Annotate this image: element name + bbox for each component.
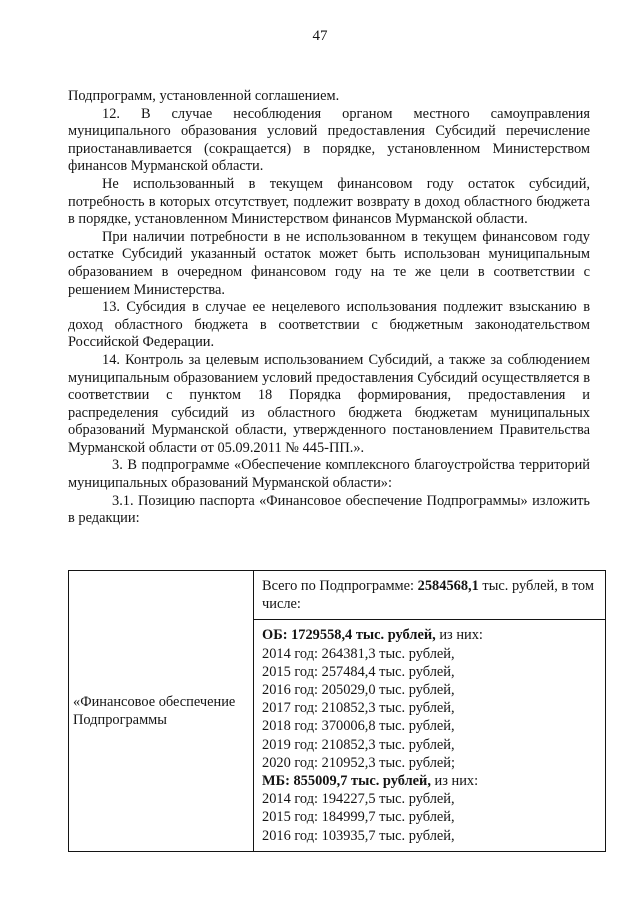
mb-suffix: из них: xyxy=(430,773,479,790)
financing-table xyxy=(68,570,606,852)
mb-heading: МБ: 855009,7 тыс. рублей, xyxy=(262,773,431,790)
total-suffix: тыс. рублей, в том числе: xyxy=(262,578,594,613)
total-value: 2584568,1 xyxy=(417,578,479,594)
paragraph-3: 3. В подпрограмме «Обеспечение комплексного благоустройства территорий муниципальных образований Мурманской области»: xyxy=(68,457,590,492)
ob-suffix: из них: xyxy=(435,627,483,644)
total-prefix: Всего по Подпрограмме: xyxy=(262,578,418,594)
page-number: 47 xyxy=(312,28,328,44)
mb-year-line: 2015 год: 184999,7 тыс. рублей, xyxy=(262,809,455,826)
financing-label: «Финансовое обеспечение Подпрограммы xyxy=(73,693,236,728)
financing-label-cell xyxy=(69,571,254,852)
mb-year-line: 2014 год: 194227,5 тыс. рублей, xyxy=(262,791,455,808)
paragraph-13: 13. Субсидия в случае ее нецелевого использования подлежит взысканию в доход областного бюджета в соответствии с бюджетным законодательством Российской Федерации. xyxy=(68,299,590,351)
ob-year-line: 2020 год: 210952,3 тыс. рублей; xyxy=(262,754,455,771)
paragraph-continuation: Подпрограмм, установленной соглашением. xyxy=(68,88,340,104)
paragraph-14: 14. Контроль за целевым использованием Субсидий, а также за соблюдением муниципальным образованием условий предоставления Субсидий осуществляется в соответствии с пунктом 18 Порядка формирования, предоставления и распределения субсидий из областного бюджета бюджетам муниципальных образований Мурманской области, утвержденного постановлением Правительства Мурманской области от 05.09.2011 № 445-ПП.». xyxy=(68,351,590,456)
ob-year-line: 2017 год: 210852,3 тыс. рублей, xyxy=(262,700,455,717)
ob-year-line: 2019 год: 210852,3 тыс. рублей, xyxy=(262,736,455,753)
ob-year-line: 2014 год: 264381,3 тыс. рублей, xyxy=(262,645,455,662)
paragraph-12: 12. В случае несоблюдения органом местного самоуправления муниципального образования условий предоставления Субсидий перечисление приостанавливается (сокращается) в порядке, установленном Министерством финансов Мурманской области. xyxy=(68,105,590,175)
total-cell xyxy=(254,571,606,620)
paragraph-unused-balance: Не использованный в текущем финансовом году остаток субсидий, потребность в которых отсутствует, подлежит возврату в доход областного бюджета в порядке, установленном Министерством финансов Мурманской области. xyxy=(68,175,590,228)
mb-year-line: 2016 год: 103935,7 тыс. рублей, xyxy=(262,827,455,844)
paragraph-3-1: 3.1. Позицию паспорта «Финансовое обеспечение Подпрограммы» изложить в редакции: xyxy=(68,492,590,527)
breakdown-cell xyxy=(254,620,606,851)
ob-year-line: 2015 год: 257484,4 тыс. рублей, xyxy=(262,663,455,680)
ob-heading: ОБ: 1729558,4 тыс. рублей, xyxy=(262,627,436,644)
ob-year-line: 2016 год: 205029,0 тыс. рублей, xyxy=(262,682,455,699)
document-body xyxy=(68,88,590,528)
paragraph-need-balance: При наличии потребности в не использованном в текущем финансовом году остатке Субсидий указанный остаток может быть использован муниципальным образованием в очередном финансовом году на те же цели в соответствии с решением Министерства. xyxy=(68,228,590,298)
ob-year-line: 2018 год: 370006,8 тыс. рублей, xyxy=(262,718,455,735)
